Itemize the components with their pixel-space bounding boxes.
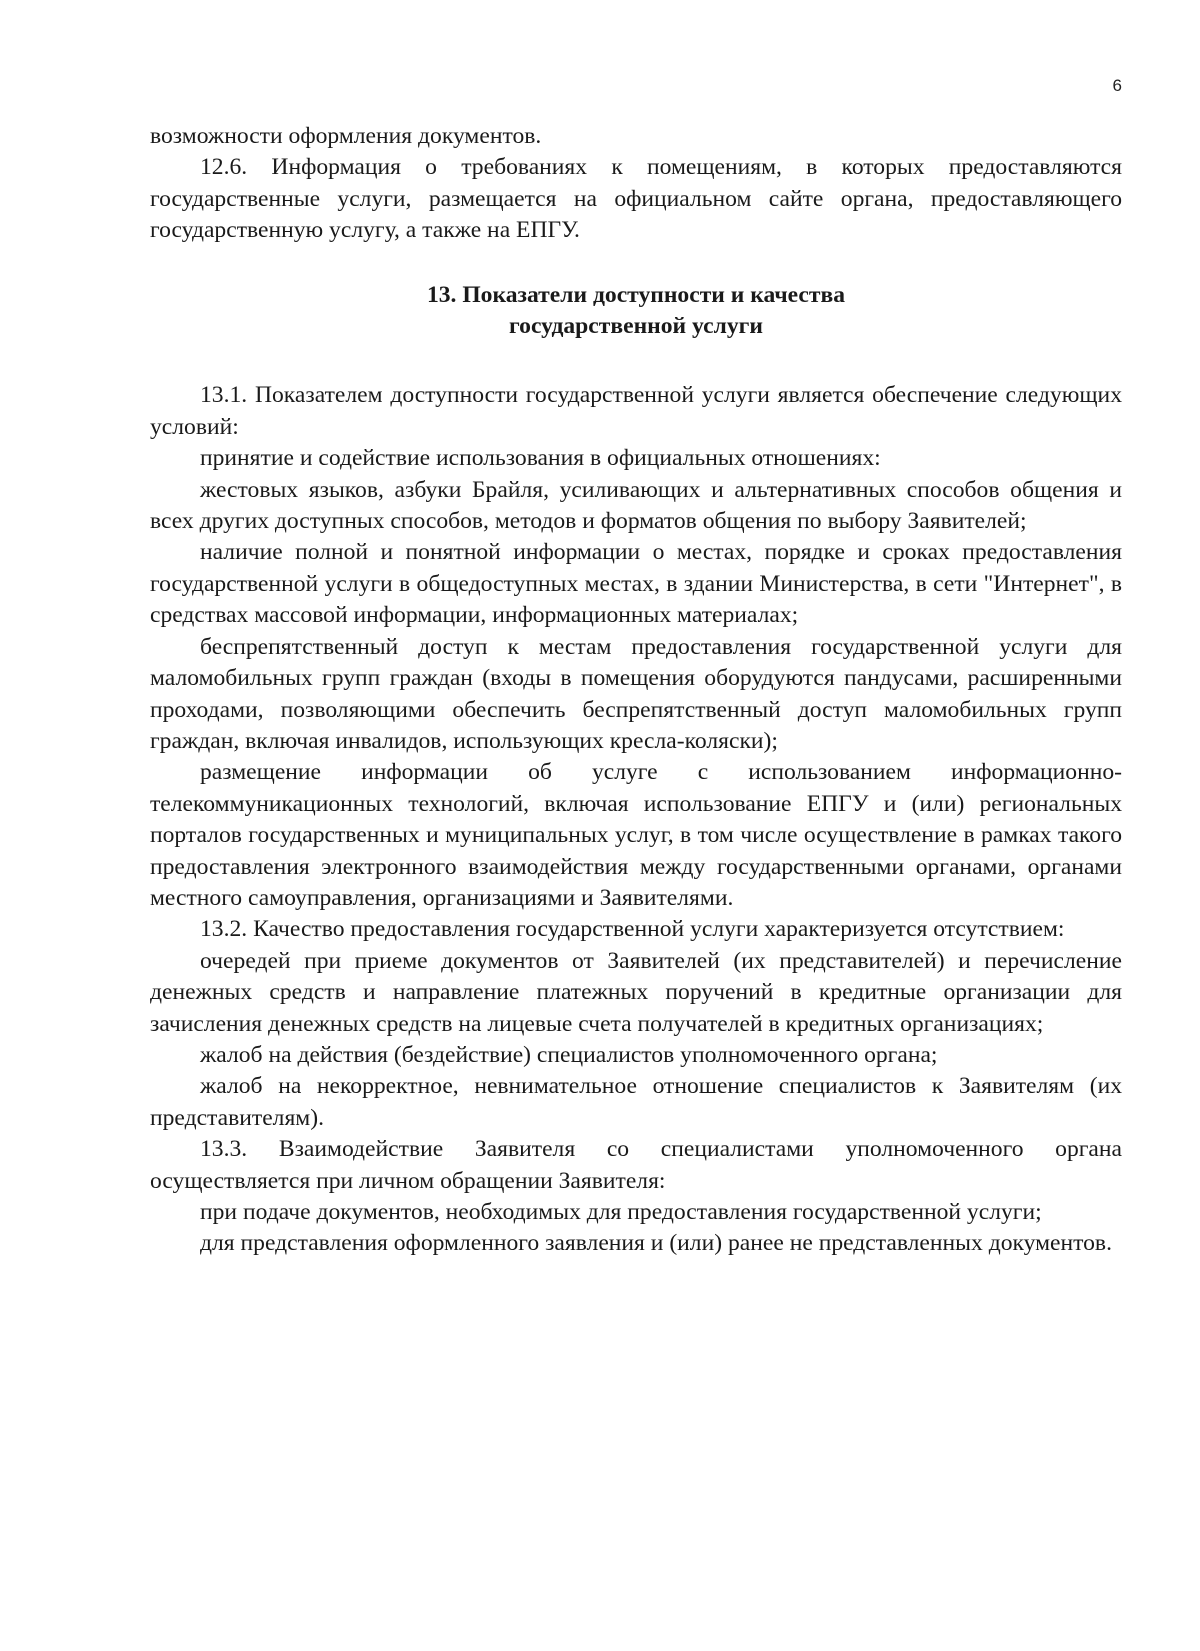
paragraphs-before-heading	[150, 121, 1122, 247]
paragraphs-after-heading	[150, 380, 1122, 1259]
section-heading-line-1: 13. Показатели доступности и качества	[426, 281, 846, 308]
paragraph: при подаче документов, необходимых для предоставления государственной услуги;	[200, 1199, 1042, 1225]
paragraph: размещение информации об услуге с использованием информационно-телекоммуникационных технологий, включая использование ЕПГУ и (или) региональных порталов государственных и муниципальных услуг, в том числе осуществление в рамках такого предоставления электронного взаимодействия между государственными органами, органами местного самоуправления, организациями и Заявителями.	[150, 759, 1122, 911]
paragraph: 13.1. Показателем доступности государственной услуги является обеспечение следующих условий:	[150, 382, 1122, 440]
paragraph: 12.6. Информация о требованиях к помещениям, в которых предоставляются государственные услуги, размещается на официальном сайте органа, предоставляющего государственную услугу, а также на ЕПГУ.	[150, 154, 1122, 244]
paragraph: жестовых языков, азбуки Брайля, усиливающих и альтернативных способов общения и всех других доступных способов, методов и форматов общения по выбору Заявителей;	[150, 476, 1122, 535]
paragraph: жалоб на действия (бездействие) специалистов уполномоченного органа;	[200, 1041, 938, 1068]
paragraph: принятие и содействие использования в официальных отношениях:	[200, 445, 881, 472]
paragraph: 13.3. Взаимодействие Заявителя со специалистами уполномоченного органа осуществляется при личном обращении Заявителя:	[150, 1136, 1122, 1194]
paragraph: возможности оформления документов.	[150, 123, 542, 149]
section-heading	[150, 280, 1122, 343]
paragraph: беспрепятственный доступ к местам предоставления государственной услуги для маломобильных групп граждан (входы в помещения оборудуются пандусами, расширенными проходами, позволяющими обеспечить беспрепятственный доступ маломобильных групп граждан, включая инвалидов, использующих кресла-коляски);	[150, 633, 1122, 754]
section-heading-line-2: государственной услуги	[509, 313, 763, 340]
paragraph: жалоб на некорректное, невнимательное отношение специалистов к Заявителям (их представителям).	[150, 1073, 1122, 1131]
paragraph: для представления оформленного заявления и (или) ранее не представленных документов.	[200, 1230, 1112, 1257]
paragraph: очередей при приеме документов от Заявителей (их представителей) и перечисление денежных средств и направление платежных поручений в кредитные организации для зачисления денежных средств на лицевые счета получателей в кредитных организациях;	[150, 947, 1122, 1037]
page-number: 6	[1112, 76, 1122, 95]
paragraph: 13.2. Качество предоставления государственной услуги характеризуется отсутствием:	[200, 916, 1065, 943]
paragraph: наличие полной и понятной информации о местах, порядке и сроках предоставления государственной услуги в общедоступных местах, в здании Министерства, в сети "Интернет", в средствах массовой информации, информационных материалах;	[150, 539, 1122, 629]
document-body	[150, 121, 1122, 1260]
